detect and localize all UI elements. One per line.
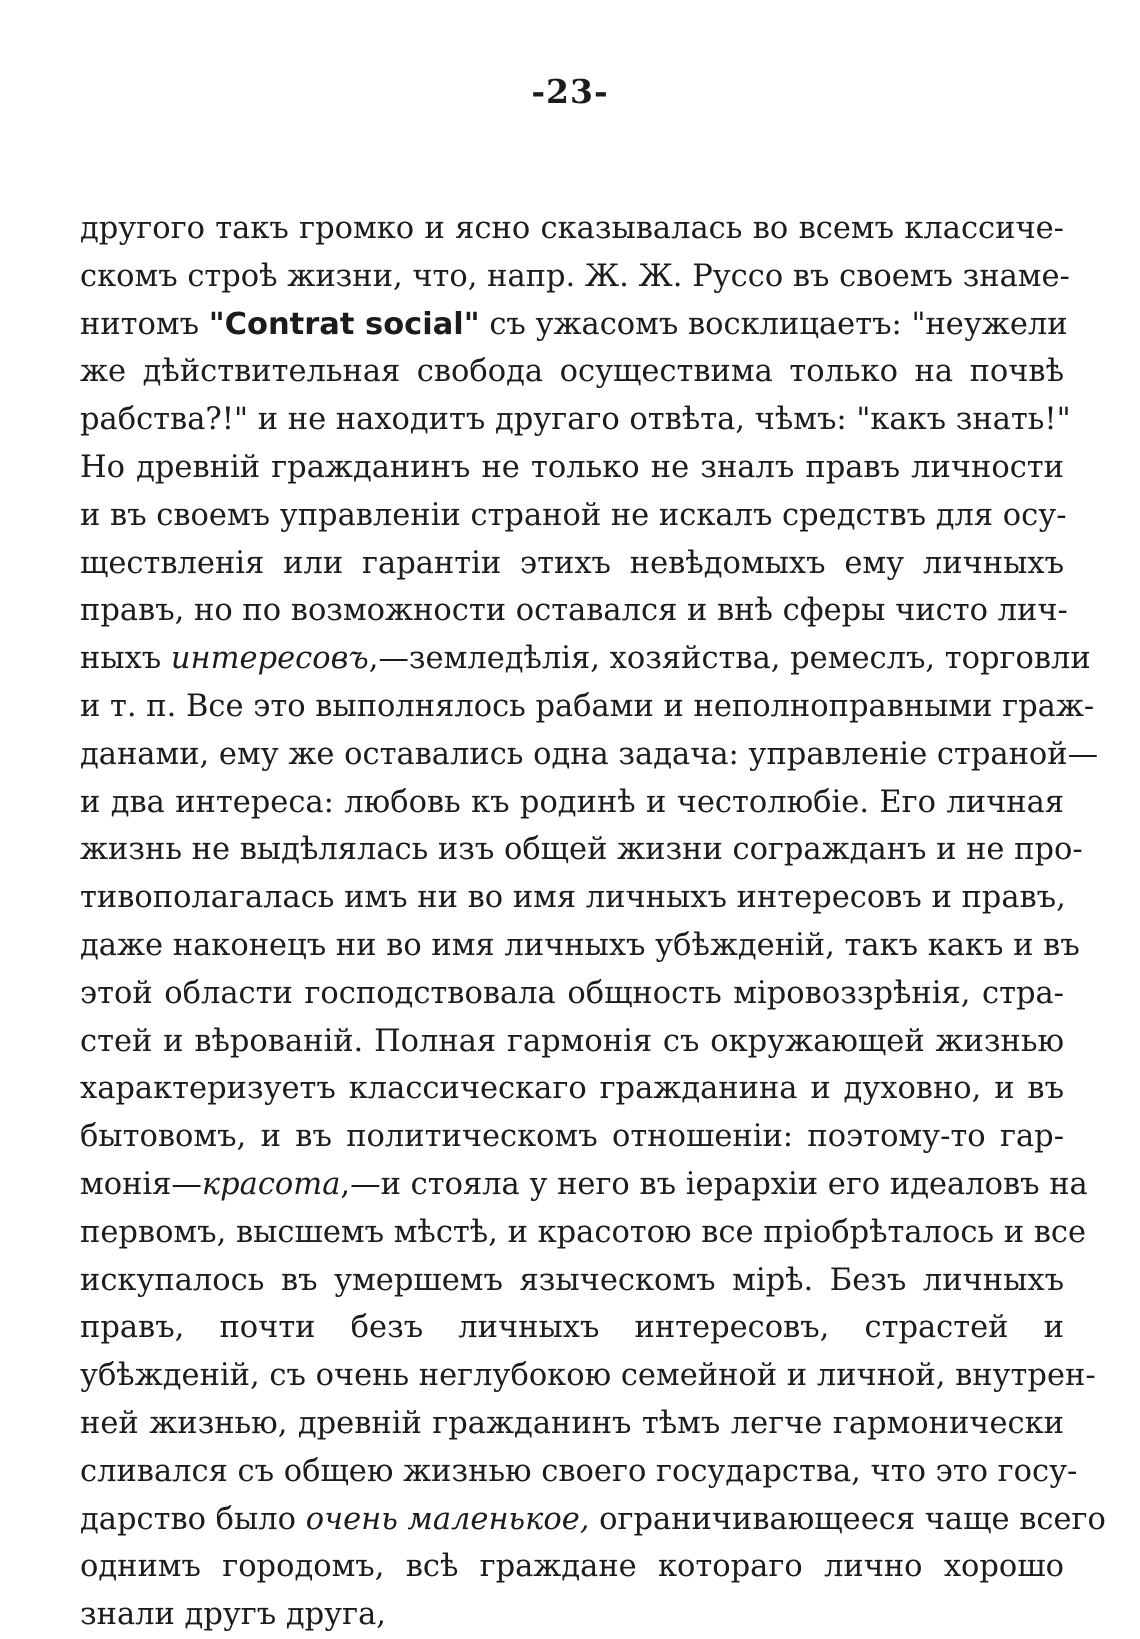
text-run: и т. п. Все это выполнялось рабами и неполноправными граж- [80, 688, 1095, 724]
text-run: ныхъ [80, 641, 171, 677]
text-line [80, 779, 1064, 827]
text-line [80, 1400, 1064, 1448]
text-run: этой области господствовала общность міровоззрѣнія, стра- [80, 975, 1064, 1011]
text-line [80, 396, 1071, 444]
text-run: ществленія или гарантіи этихъ невѣдомыхъ ему личныхъ [80, 545, 1064, 581]
italic-text: очень маленькое, [305, 1501, 590, 1537]
text-run: скомъ строѣ жизни, что, напр. Ж. Ж. Руссо въ своемъ знаме- [80, 258, 1070, 294]
text-run: стей и вѣрованій. Полная гармонія съ окружающей жизнью [80, 1023, 1064, 1059]
text-run: дарство было [80, 1501, 306, 1537]
text-run: же дѣйствительная свобода осуществима только на почвѣ [80, 354, 1064, 390]
text-run: правъ, почти безъ личныхъ интересовъ, страстей и [80, 1310, 1064, 1346]
text-line [80, 1496, 1106, 1544]
page-number: -23- [531, 72, 609, 111]
text-run: рабства?!" и не находитъ другаго отвѣта, чѣмъ: "какъ знать!" [80, 402, 1071, 438]
text-line [80, 1065, 1064, 1113]
text-run: однимъ городомъ, всѣ граждане котораго лично хорошо [80, 1549, 1064, 1585]
text-line [80, 1257, 1064, 1305]
text-line [80, 253, 1070, 301]
text-line [80, 970, 1064, 1018]
text-run: и въ своемъ управленіи страной не искалъ средствъ для осу- [80, 497, 1067, 533]
text-run: бытовомъ, и въ политическомъ отношеніи: поэтому-то гар- [80, 1119, 1064, 1155]
text-line [80, 1161, 1088, 1209]
text-run: ,—земледѣлія, хозяйства, ремеслъ, торговли [368, 641, 1091, 677]
text-run: тивополагалась имъ ни во имя личныхъ интересовъ и правъ, [80, 880, 1066, 916]
text-line [80, 635, 1091, 683]
text-line [80, 492, 1067, 540]
text-run: убѣжденій, съ очень неглубокою семейной и личной, внутрен- [80, 1358, 1096, 1394]
text-line [80, 348, 1064, 396]
text-line [80, 444, 1064, 492]
text-line [80, 1209, 1087, 1257]
text-run: жизнь не выдѣлялась изъ общей жизни согражданъ и не про- [80, 832, 1083, 868]
text-line [80, 731, 1099, 779]
text-line [80, 587, 1068, 635]
text-run: искупалось въ умершемъ языческомъ мірѣ. Безъ личныхъ [80, 1262, 1064, 1298]
text-run: первомъ, высшемъ мѣстѣ, и красотою все пріобрѣталось и все [80, 1214, 1087, 1250]
text-run: знали другъ друга, [80, 1597, 386, 1633]
text-run: и два интереса: любовь къ родинѣ и честолюбіе. Его личная [80, 784, 1064, 820]
text-line [80, 1448, 1078, 1496]
body-text [80, 205, 1106, 1639]
text-line [80, 205, 1064, 253]
text-run: съ ужасомъ восклицаетъ: "неужели [479, 306, 1068, 342]
text-run: нитомъ [80, 306, 209, 342]
text-run: ней жизнью, древній гражданинъ тѣмъ легче гармонически [80, 1405, 1064, 1441]
italic-text: интересовъ [170, 641, 369, 677]
text-line [80, 683, 1095, 731]
text-run: ,—и стояла у него въ іерархіи его идеаловъ на [340, 1166, 1088, 1202]
text-line [80, 1352, 1096, 1400]
text-line [80, 1113, 1064, 1161]
text-run: характеризуетъ классическаго гражданина и духовно, и въ [80, 1071, 1064, 1107]
text-run: сливался съ общею жизнью своего государства, что это госу- [80, 1453, 1078, 1489]
text-line [80, 1304, 1064, 1352]
text-run: ограничивающееся чаще всего [589, 1501, 1106, 1537]
text-run: Но древній гражданинъ не только не зналъ правъ личности [80, 449, 1064, 485]
text-line [80, 1543, 1064, 1591]
text-run: монія— [80, 1166, 202, 1202]
italic-text: красота [201, 1166, 341, 1202]
text-line [80, 826, 1083, 874]
text-line [80, 1018, 1064, 1066]
text-line [80, 874, 1064, 922]
text-line [80, 540, 1064, 588]
bold-title-text: "Contrat social" [208, 306, 480, 342]
text-line [80, 1591, 1064, 1639]
text-run: другого такъ громко и ясно сказывалась во всемъ классиче- [80, 211, 1064, 246]
text-run: правъ, но по возможности оставался и внѣ сферы чисто лич- [80, 593, 1068, 629]
text-line [80, 301, 1068, 349]
text-line [80, 922, 1080, 970]
text-run: даже наконецъ ни во имя личныхъ убѣжденій, такъ какъ и въ [80, 927, 1080, 963]
text-run: данами, ему же оставались одна задача: управленіе страной— [80, 736, 1099, 772]
